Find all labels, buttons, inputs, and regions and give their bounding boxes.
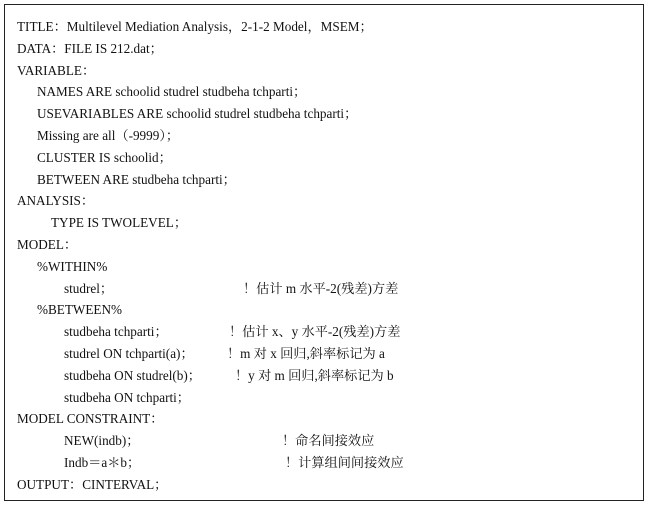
code-text: TYPE IS TWOLEVEL； — [51, 215, 188, 231]
code-text: Missing are all（-9999）； — [37, 127, 180, 143]
code-text: TITLE：Multilevel Mediation Analysis，2-1-2 Model，MSEM； — [17, 19, 373, 34]
code-line-new — [17, 430, 635, 452]
code-comment: ！估计 m 水平-2(残差)方差 — [243, 280, 399, 296]
code-line-variable — [17, 60, 635, 82]
code-comment: ！y 对 m 回归,斜率标记为 b — [235, 367, 394, 383]
code-line-missing — [17, 125, 635, 147]
code-line-between — [17, 169, 635, 191]
code-line-analysis — [17, 190, 635, 212]
code-text: VARIABLE： — [17, 62, 96, 78]
code-line-direct — [17, 387, 635, 409]
code-line-studbeha-tchparti — [17, 321, 635, 343]
code-comment: ！命名间接效应 — [282, 433, 375, 449]
code-line-model — [17, 234, 635, 256]
code-line-constraint — [17, 408, 635, 430]
code-text: DATA：FILE IS 212.dat； — [17, 40, 163, 56]
code-line-usevariables — [17, 103, 635, 125]
mplus-syntax — [17, 16, 635, 496]
syntax-box — [4, 4, 644, 501]
code-text: MODEL CONSTRAINT： — [17, 411, 164, 427]
code-text: studbeha tchparti； — [64, 324, 168, 340]
code-line-cluster — [17, 147, 635, 169]
code-text: Indb＝a＊b； — [64, 454, 141, 470]
code-line-names — [17, 81, 635, 103]
code-text: studbeha ON tchparti； — [64, 389, 190, 405]
code-text: USEVARIABLES ARE schoolid studrel studbeha tchparti； — [37, 106, 358, 122]
code-comment: ！m 对 x 回归,斜率标记为 a — [227, 345, 385, 361]
code-text: BETWEEN ARE studbeha tchparti； — [37, 171, 236, 187]
code-line-path-b — [17, 365, 635, 387]
code-text: studrel； — [64, 280, 114, 296]
code-line-within — [17, 256, 635, 278]
code-text: %BETWEEN% — [37, 302, 122, 318]
code-line-title — [17, 16, 635, 38]
code-text: OUTPUT：CINTERVAL； — [17, 476, 168, 492]
code-line-path-a — [17, 343, 635, 365]
code-line-between-level — [17, 299, 635, 321]
code-text: NAMES ARE schoolid studrel studbeha tchparti； — [37, 84, 307, 100]
code-text: ANALYSIS： — [17, 193, 95, 209]
code-text: studbeha ON studrel(b)； — [64, 367, 201, 383]
code-line-type — [17, 212, 635, 234]
code-line-data — [17, 38, 635, 60]
code-comment: ！计算组间间接效应 — [285, 454, 404, 470]
code-line-studrel — [17, 278, 635, 300]
code-line-output — [17, 474, 635, 496]
code-text: NEW(indb)； — [64, 433, 140, 449]
code-line-indb — [17, 452, 635, 474]
code-text: MODEL： — [17, 236, 78, 252]
code-text: studrel ON tchparti(a)； — [64, 345, 194, 361]
code-comment: ！估计 x、y 水平-2(残差)方差 — [229, 324, 401, 340]
code-text: CLUSTER IS schoolid； — [37, 149, 172, 165]
code-text: %WITHIN% — [37, 258, 108, 274]
